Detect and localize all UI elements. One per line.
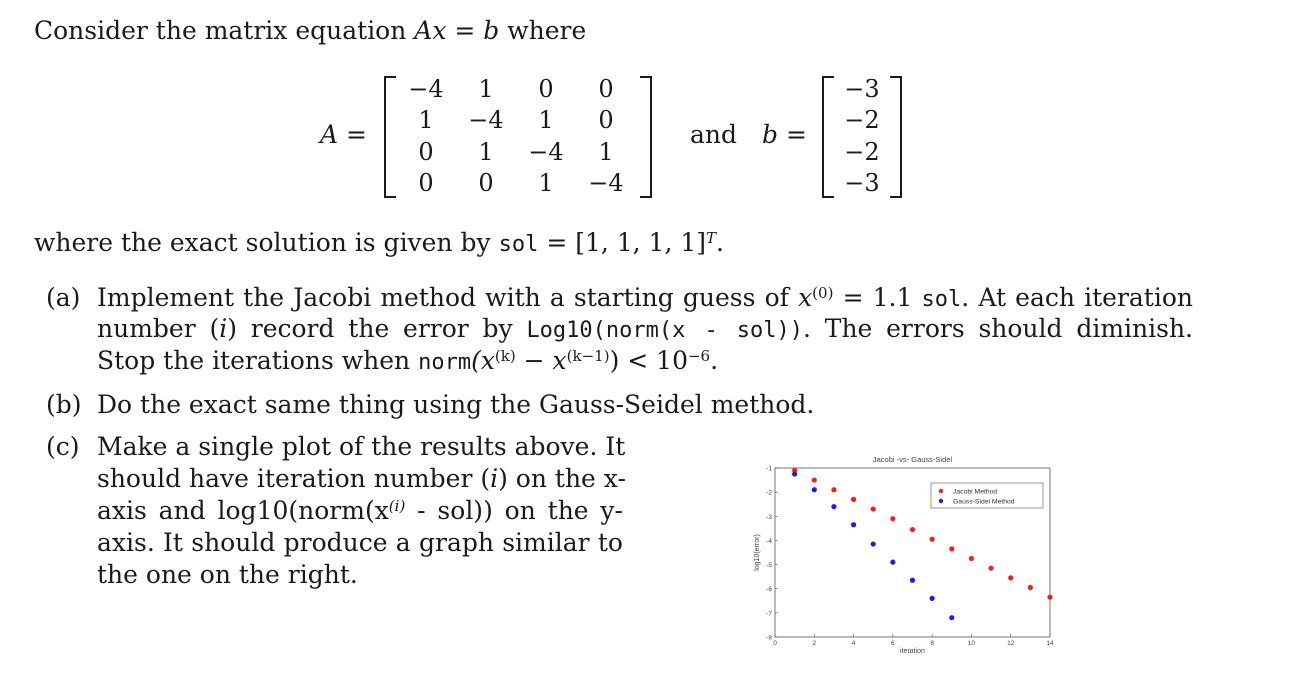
x-axis-label: iteration bbox=[900, 648, 925, 655]
item-a-line2-pre: number ( bbox=[97, 314, 220, 343]
item-c-line5: the one on the right. bbox=[97, 560, 358, 589]
y-axis-label: log10(error) bbox=[754, 534, 761, 571]
matrix-a-cell: −4 bbox=[408, 75, 444, 103]
jacobi-point bbox=[812, 477, 817, 482]
comparison-chart bbox=[745, 450, 1065, 660]
item-a-line2-mid: ) record the error by bbox=[227, 314, 513, 343]
item-c-line3-pre: axis and log10(norm(x bbox=[97, 496, 389, 525]
gauss-seidel-point bbox=[851, 522, 856, 527]
x-tick-label: 2 bbox=[812, 640, 817, 647]
solution-end: . bbox=[716, 228, 724, 257]
vector-b-label: b = bbox=[762, 120, 807, 149]
item-a-xk: (x bbox=[471, 346, 495, 375]
matrix-a-cell: 0 bbox=[418, 138, 434, 166]
item-c-label: (c) bbox=[46, 432, 80, 461]
y-tick-label: -5 bbox=[766, 562, 772, 570]
legend-marker bbox=[939, 489, 943, 493]
x-tick-label: 0 bbox=[773, 640, 777, 647]
y-tick-label: -6 bbox=[766, 586, 772, 594]
item-b-label: (b) bbox=[46, 390, 82, 419]
item-c-line1: Make a single plot of the results above. It bbox=[97, 432, 626, 461]
item-a-sol-code: sol bbox=[921, 287, 962, 312]
item-a-line3-pre: Stop the iterations when bbox=[97, 346, 411, 375]
matrix-a-cell: 1 bbox=[538, 169, 554, 197]
y-tick-label: -4 bbox=[766, 537, 772, 545]
item-a-line1 bbox=[97, 283, 1193, 315]
matrix-a-cell: 0 bbox=[418, 169, 434, 197]
item-a-line1-post: . At each iteration bbox=[961, 283, 1193, 312]
item-a-label: (a) bbox=[46, 283, 81, 312]
item-a-sup-k1: (k−1) bbox=[566, 346, 610, 365]
item-c-line2-post: ) on the x- bbox=[498, 464, 626, 493]
x-tick-label: 10 bbox=[967, 640, 976, 647]
legend-label: Gauss-Sidel Method bbox=[953, 498, 1015, 506]
y-tick-label: -3 bbox=[766, 513, 772, 521]
matrix-a-label: A = bbox=[320, 120, 367, 149]
item-c-line2 bbox=[97, 464, 626, 494]
legend-label: Jacobi Method bbox=[953, 488, 998, 496]
gauss-seidel-point bbox=[890, 560, 895, 565]
item-a-line3 bbox=[97, 346, 718, 378]
item-a-sup-exp: −6 bbox=[687, 346, 711, 365]
matrix-a-cell: 1 bbox=[598, 138, 614, 166]
intro-where: where bbox=[507, 16, 587, 45]
x-tick-label: 12 bbox=[1007, 640, 1015, 647]
item-a-line1-pre: Implement the Jacobi method with a starting guess of bbox=[97, 283, 789, 312]
jacobi-point bbox=[949, 546, 954, 551]
matrix-a-right-bracket bbox=[640, 76, 652, 198]
item-a-eq: = 1.1 bbox=[842, 283, 913, 312]
item-a-line2-i: i bbox=[219, 314, 228, 343]
item-a-x: x bbox=[798, 283, 813, 312]
item-c-line3-post: - sol)) on the y- bbox=[405, 496, 623, 525]
vector-b-cell: −3 bbox=[844, 169, 880, 197]
x-tick-label: 4 bbox=[851, 640, 856, 647]
intro-text: Consider the matrix equation bbox=[34, 16, 407, 45]
item-c-line4: axis. It should produce a graph similar to bbox=[97, 528, 623, 557]
matrix-a-cell: 1 bbox=[478, 138, 494, 166]
jacobi-point bbox=[969, 556, 974, 561]
matrix-a-cell: 1 bbox=[478, 75, 494, 103]
gauss-seidel-point bbox=[930, 596, 935, 601]
solution-value: = [1, 1, 1, 1] bbox=[546, 228, 707, 257]
gauss-seidel-point bbox=[949, 615, 954, 620]
matrix-a-cell: 0 bbox=[478, 169, 494, 197]
gauss-seidel-point bbox=[792, 471, 797, 476]
jacobi-point bbox=[930, 537, 935, 542]
item-a-minus-x: − x bbox=[515, 346, 567, 375]
matrix-a-cell: −4 bbox=[588, 169, 624, 197]
matrix-a-cell: 0 bbox=[538, 75, 554, 103]
matrix-a-cell: 0 bbox=[598, 75, 614, 103]
matrix-a-cell: 1 bbox=[418, 106, 434, 134]
jacobi-point bbox=[890, 516, 895, 521]
intro-line bbox=[34, 16, 586, 46]
chart-title: Jacobi -vs- Gauss-Sidel bbox=[872, 455, 953, 464]
matrix-a-cell: 0 bbox=[598, 106, 614, 134]
y-tick-label: -7 bbox=[766, 610, 772, 618]
jacobi-point bbox=[1008, 575, 1013, 580]
jacobi-point bbox=[910, 527, 915, 532]
solution-line bbox=[34, 228, 724, 260]
item-a-line3-end: . bbox=[710, 346, 719, 375]
jacobi-point bbox=[851, 497, 856, 502]
x-tick-label: 14 bbox=[1046, 640, 1054, 647]
matrix-a-cell: −4 bbox=[528, 138, 564, 166]
item-c-line2-pre: should have iteration number ( bbox=[97, 464, 491, 493]
vector-b-cell: −3 bbox=[844, 75, 880, 103]
item-b-text: Do the exact same thing using the Gauss-Seidel method. bbox=[97, 390, 815, 419]
matrix-a-cell: −4 bbox=[468, 106, 504, 134]
matrix-a-left-bracket bbox=[384, 76, 396, 198]
item-a-line2-code: Log10(norm(x - sol)) bbox=[526, 318, 804, 343]
vector-b-cell: −2 bbox=[844, 138, 880, 166]
item-c-line3 bbox=[97, 496, 623, 526]
matrix-a-cell: 1 bbox=[538, 106, 554, 134]
item-c-line3-sup: (i) bbox=[388, 496, 406, 515]
gauss-seidel-point bbox=[871, 541, 876, 546]
gauss-seidel-point bbox=[831, 504, 836, 509]
x-tick-label: 6 bbox=[891, 640, 895, 647]
item-a-norm-code: norm bbox=[418, 350, 472, 375]
x-tick-label: 8 bbox=[930, 640, 934, 647]
y-tick-label: -8 bbox=[766, 634, 772, 642]
jacobi-point bbox=[1047, 595, 1052, 600]
and-text: and bbox=[690, 120, 738, 149]
intro-equation: Ax = b bbox=[414, 16, 500, 45]
vector-b-cell: −2 bbox=[844, 106, 880, 134]
item-a-line2-post: . The errors should diminish. bbox=[803, 314, 1193, 343]
item-a-x-sup: (0) bbox=[812, 283, 834, 302]
legend-marker bbox=[939, 499, 943, 503]
jacobi-point bbox=[1028, 585, 1033, 590]
jacobi-point bbox=[831, 487, 836, 492]
gauss-seidel-point bbox=[910, 578, 915, 583]
item-a-line2 bbox=[97, 314, 1193, 346]
item-a-sup-k: (k) bbox=[494, 346, 516, 365]
solution-code: sol bbox=[498, 232, 539, 257]
item-c-line2-i: i bbox=[490, 464, 499, 493]
jacobi-point bbox=[988, 566, 993, 571]
item-a-lt: ) < 10 bbox=[609, 346, 688, 375]
jacobi-point bbox=[871, 506, 876, 511]
gauss-seidel-point bbox=[812, 487, 817, 492]
y-tick-label: -1 bbox=[766, 465, 772, 473]
y-tick-label: -2 bbox=[766, 489, 772, 497]
solution-prefix: where the exact solution is given by bbox=[34, 228, 491, 257]
solution-sup: T bbox=[706, 228, 717, 247]
